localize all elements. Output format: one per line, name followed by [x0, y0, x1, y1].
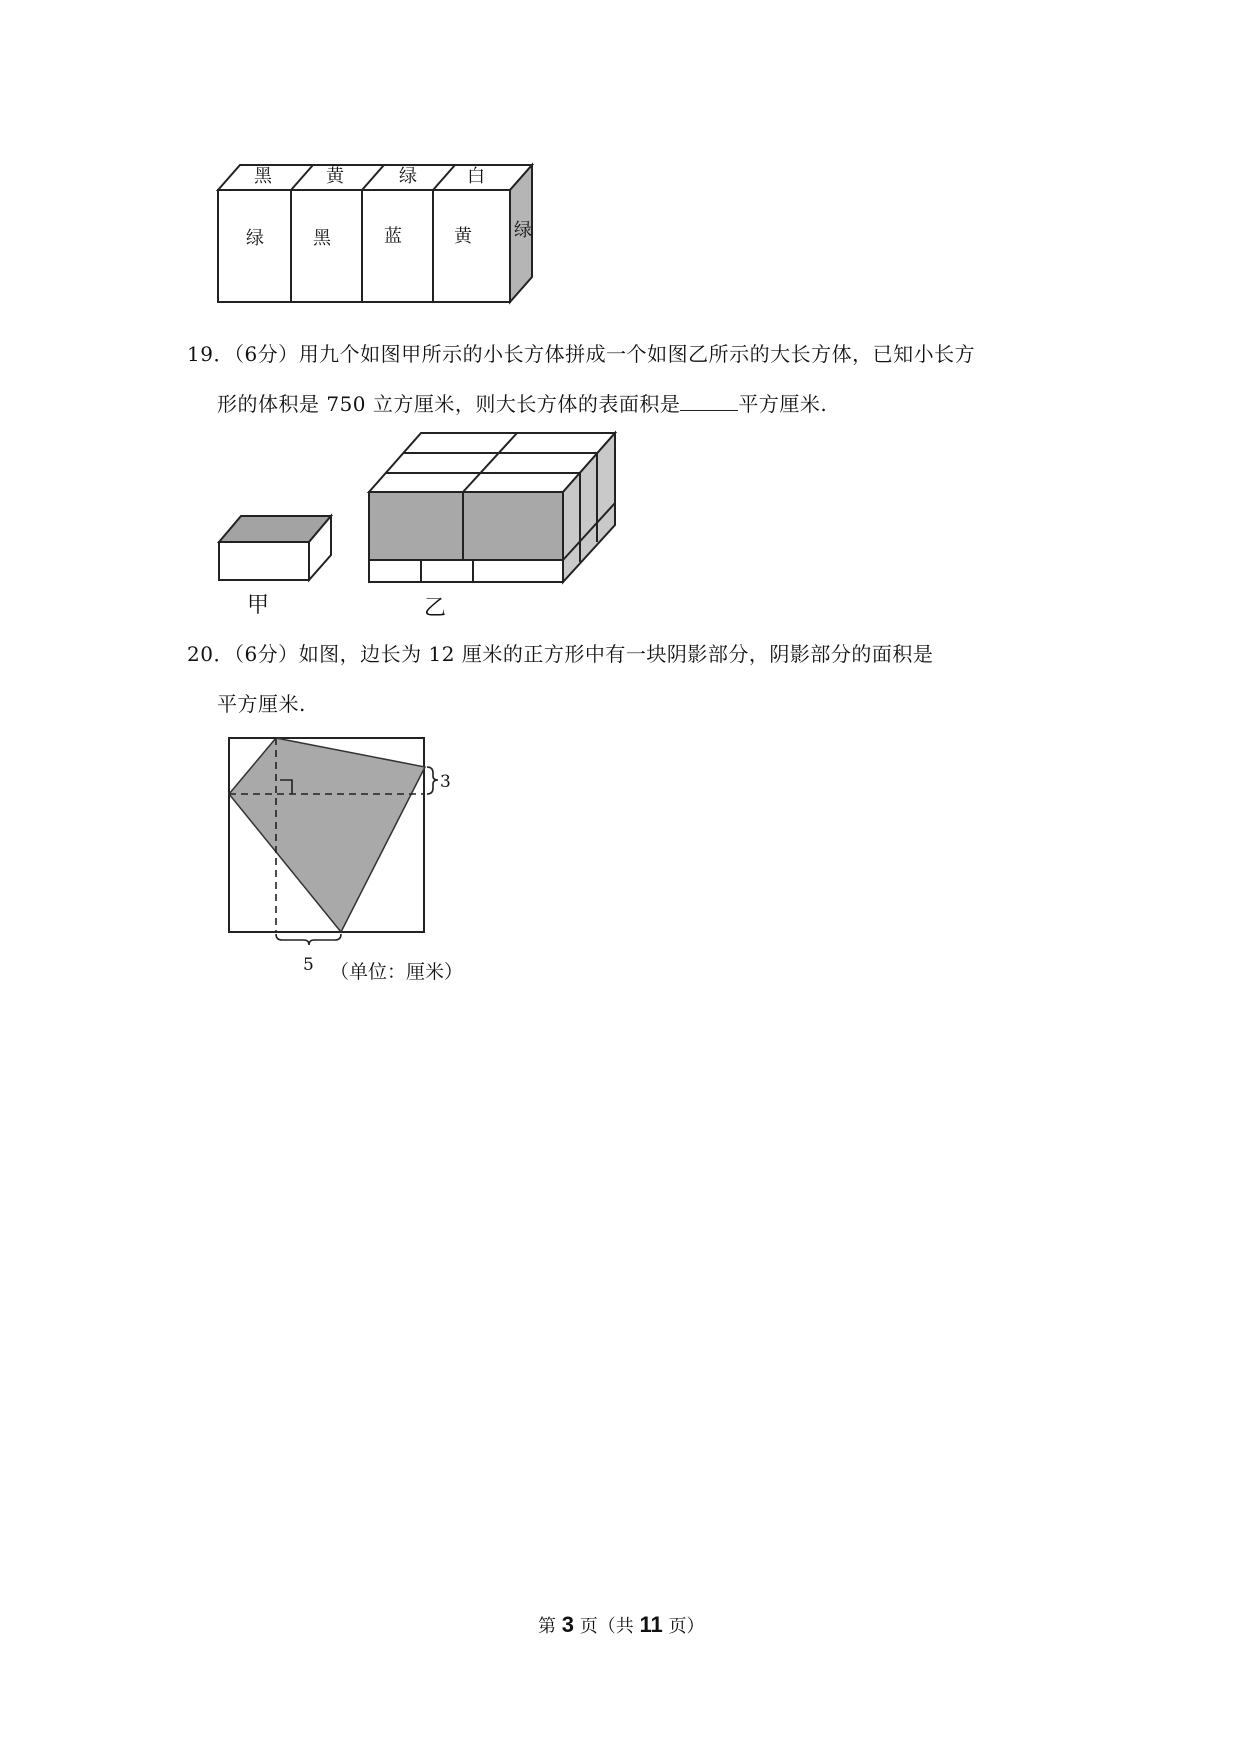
question-text: 平方厘米. — [738, 392, 828, 416]
front-label-1: 绿 — [246, 228, 264, 249]
front-label-4: 黄 — [454, 226, 472, 247]
front-label-3: 蓝 — [384, 226, 402, 247]
footer-text: 页（共 — [579, 1616, 634, 1637]
total-pages: 11 — [639, 1612, 663, 1637]
small-box-jia-figure — [215, 510, 335, 585]
label-yi: 乙 — [424, 596, 447, 621]
top-label-1: 黑 — [254, 166, 272, 187]
top-label-4: 白 — [467, 166, 485, 187]
footer-text: 第 — [538, 1616, 556, 1637]
question-score: （6分） — [233, 342, 299, 366]
unit-label: （单位：厘米） — [330, 961, 464, 983]
front-label-2: 黑 — [313, 228, 331, 249]
large-box-yi-figure — [365, 430, 620, 585]
question-20-line-1 — [187, 633, 933, 675]
colored-blocks-figure — [215, 162, 545, 307]
page-number: 3 — [561, 1612, 574, 1637]
question-19-line-2 — [217, 383, 827, 425]
top-label-3: 绿 — [399, 166, 417, 187]
question-text: 形的体积是 750 立方厘米，则大长方体的表面积是 — [217, 392, 681, 416]
answer-blank[interactable] — [680, 390, 738, 411]
footer-text: 页） — [668, 1616, 705, 1637]
square-shaded-figure — [220, 730, 520, 1000]
question-score: （6分） — [233, 642, 299, 666]
question-20-line-2 — [217, 683, 306, 725]
question-number: 19． — [187, 342, 234, 366]
dimension-5-label: 5 — [303, 955, 314, 975]
question-text: 用九个如图甲所示的小长方体拼成一个如图乙所示的大长方体，已知小长方 — [298, 342, 976, 366]
question-19-line-1 — [187, 333, 975, 375]
page-footer — [538, 1612, 704, 1638]
question-text: 如图，边长为 12 厘米的正方形中有一块阴影部分，阴影部分的面积是 — [298, 642, 934, 666]
question-number: 20． — [187, 642, 234, 666]
question-text: 平方厘米. — [217, 692, 306, 716]
label-jia: 甲 — [247, 593, 270, 618]
top-label-2: 黄 — [326, 166, 344, 187]
side-label: 绿 — [514, 220, 532, 241]
dimension-3-label: 3 — [440, 772, 451, 792]
